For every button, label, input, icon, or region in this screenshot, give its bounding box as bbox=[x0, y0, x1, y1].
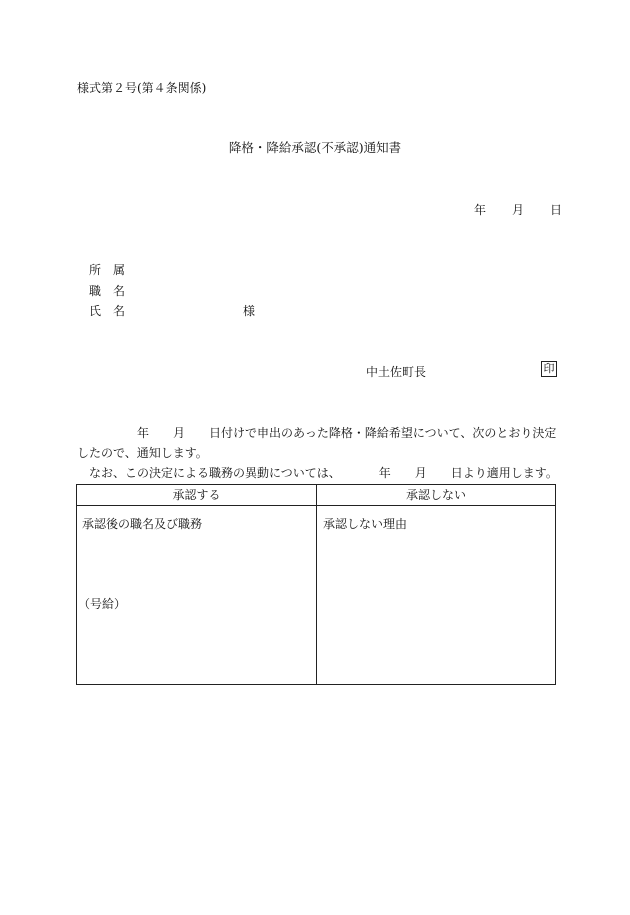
issuer-name: 中土佐町長 bbox=[366, 365, 427, 379]
date-year-label: 年 bbox=[474, 203, 487, 217]
date-line bbox=[474, 204, 562, 216]
date-month-label: 月 bbox=[512, 203, 525, 217]
apply-year-label: 年 bbox=[378, 466, 391, 480]
post-after-approval-label: 承認後の職名及び職務 bbox=[82, 517, 203, 531]
reject-column bbox=[317, 485, 555, 684]
approve-header: 承認する bbox=[77, 485, 316, 506]
form-number: 様式第２号(第４条関係) bbox=[77, 81, 207, 95]
seal-mark: 印 bbox=[541, 361, 557, 377]
decision-table bbox=[76, 484, 556, 685]
body-line-1 bbox=[77, 427, 556, 439]
body-year-label: 年 bbox=[137, 426, 150, 440]
body-line-3-text: なお、この決定による職務の異動については、 bbox=[89, 466, 341, 480]
body-line-3-tail: 日より適用します。 bbox=[450, 466, 558, 480]
apply-month-label: 月 bbox=[414, 466, 427, 480]
approve-column bbox=[77, 485, 317, 684]
recipient-department-label: 所 属 bbox=[89, 263, 126, 277]
recipient-position-label: 職 名 bbox=[89, 284, 126, 298]
reject-header: 承認しない bbox=[317, 485, 555, 506]
rejection-reason-label: 承認しない理由 bbox=[323, 517, 408, 531]
body-month-label: 月 bbox=[173, 426, 186, 440]
pay-grade-label: （号給） bbox=[78, 597, 127, 611]
recipient-name-label: 氏 名 bbox=[89, 304, 126, 318]
body-line-2: したので、通知します。 bbox=[77, 446, 208, 460]
date-day-label: 日 bbox=[550, 203, 563, 217]
honorific: 様 bbox=[243, 304, 256, 318]
document-title: 降格・降給承認(不承認)通知書 bbox=[228, 140, 402, 155]
body-line-3 bbox=[77, 467, 558, 479]
body-line-1-text: 日付けで申出のあった降格・降給希望について、次のとおり決定 bbox=[209, 426, 557, 440]
